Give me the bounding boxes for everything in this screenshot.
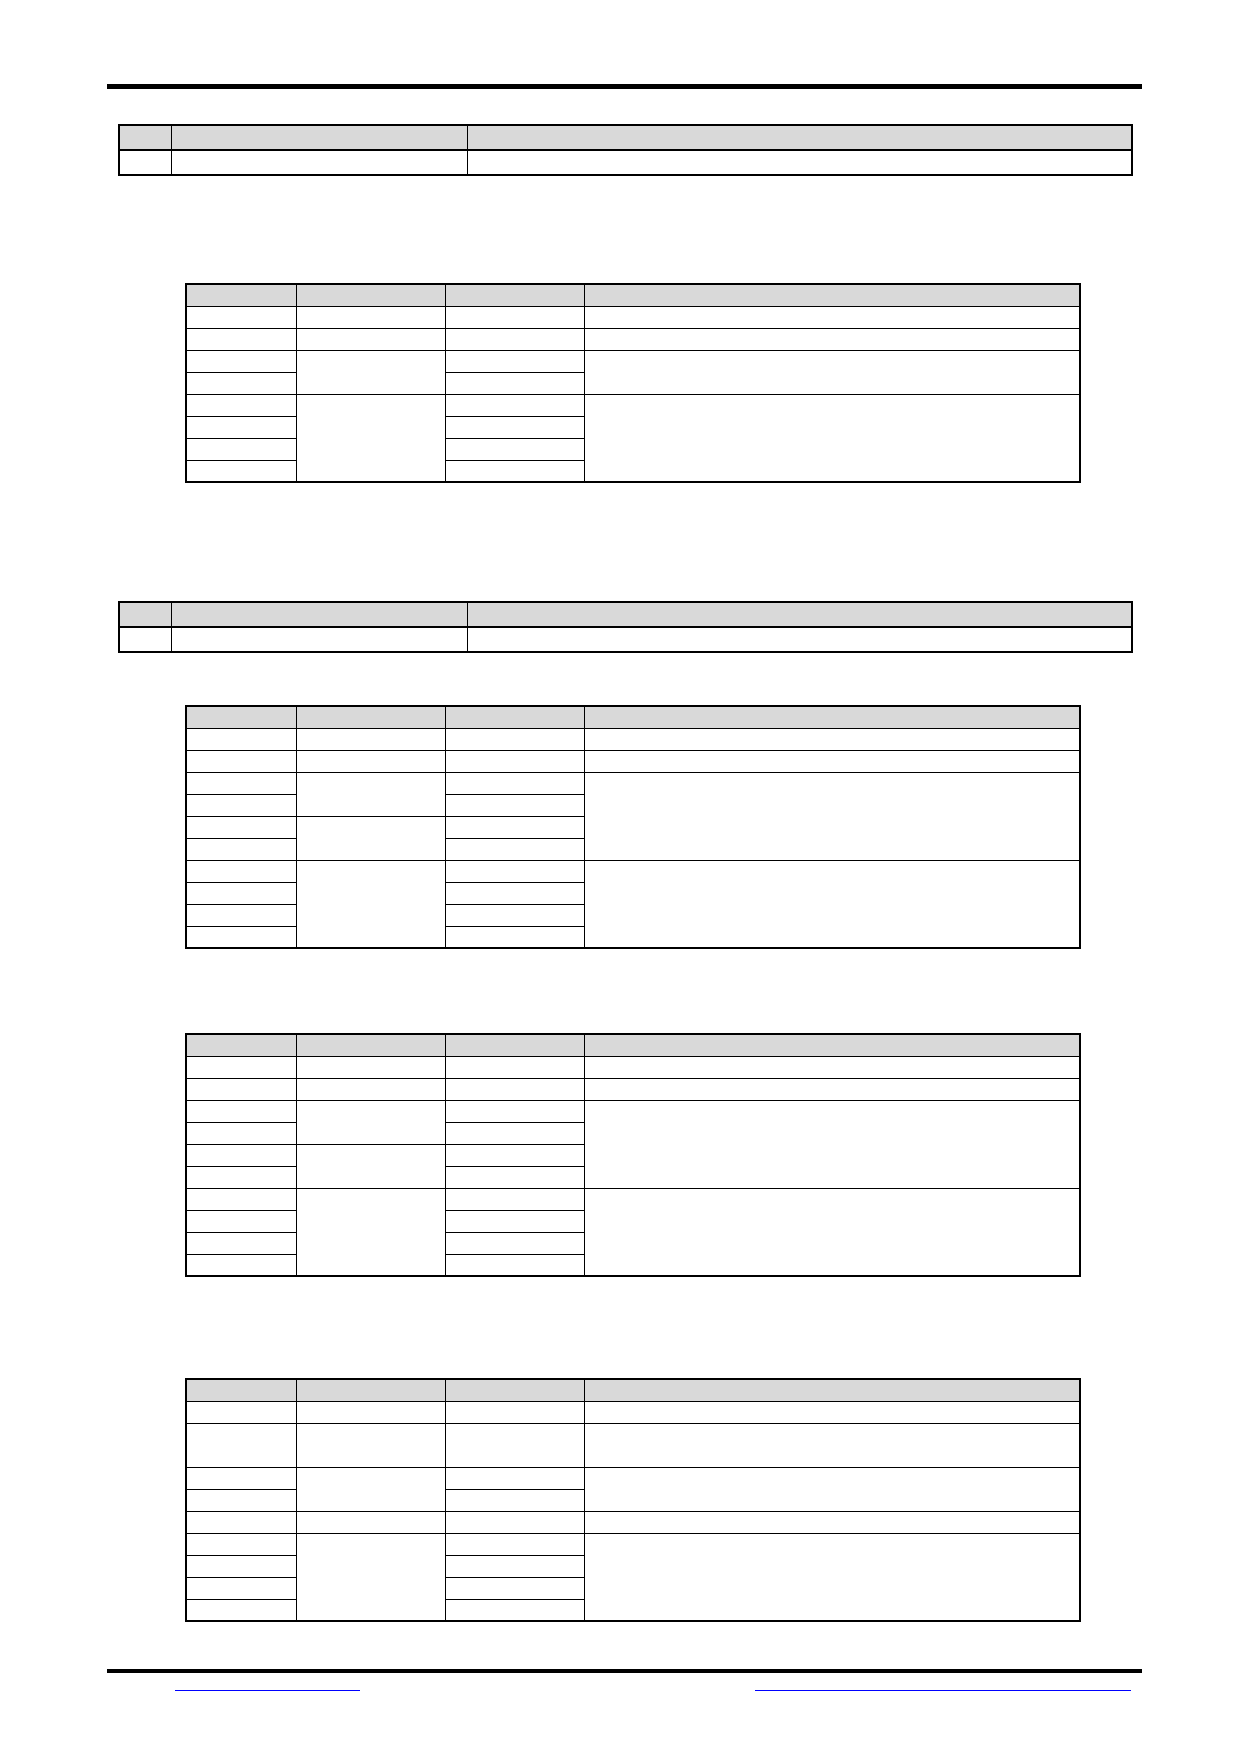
- table-cell: [186, 794, 296, 816]
- table-row: [186, 394, 1080, 416]
- table-cell: [445, 816, 584, 838]
- table-row: [186, 728, 1080, 750]
- table-cell: [296, 816, 445, 860]
- table-row: [186, 1467, 1080, 1489]
- table-cell: [119, 150, 171, 175]
- table-cell: [119, 627, 171, 652]
- table-cell: [445, 750, 584, 772]
- table-cell: [445, 1555, 584, 1577]
- table-header-cell: [584, 284, 1080, 306]
- table-cell: [584, 1467, 1080, 1511]
- table-cell: [445, 1210, 584, 1232]
- table-cell: [186, 1577, 296, 1599]
- table-header-cell: [467, 125, 1132, 150]
- table-cell: [296, 1401, 445, 1423]
- data-table-4: [185, 705, 1081, 949]
- table-cell: [171, 150, 467, 175]
- table-row: [186, 306, 1080, 328]
- table-cell: [445, 350, 584, 372]
- table-header-cell: [445, 706, 584, 728]
- table-cell: [186, 394, 296, 416]
- table-cell: [445, 794, 584, 816]
- table-cell: [584, 1078, 1080, 1100]
- table-cell: [445, 1577, 584, 1599]
- table-cell: [296, 350, 445, 394]
- table-cell: [584, 750, 1080, 772]
- table-cell: [584, 728, 1080, 750]
- table-header-cell: [584, 706, 1080, 728]
- table-cell: [296, 728, 445, 750]
- table-header-row: [186, 284, 1080, 306]
- table-cell: [186, 1056, 296, 1078]
- table-cell: [296, 1188, 445, 1276]
- table-row: [186, 1423, 1080, 1467]
- table-cell: [296, 1144, 445, 1188]
- table-cell: [296, 1423, 445, 1467]
- table-cell: [186, 750, 296, 772]
- table-cell: [445, 926, 584, 948]
- data-table-2: [185, 283, 1081, 483]
- table-header-cell: [119, 125, 171, 150]
- table-cell: [296, 772, 445, 816]
- table-cell: [186, 1100, 296, 1122]
- table-header-cell: [186, 1034, 296, 1056]
- table-cell: [445, 1489, 584, 1511]
- table-header-row: [186, 1379, 1080, 1401]
- table-cell: [445, 728, 584, 750]
- table-cell: [445, 460, 584, 482]
- table-row: [186, 1188, 1080, 1210]
- table-cell: [445, 372, 584, 394]
- table-cell: [296, 1511, 445, 1533]
- table-cell: [186, 1254, 296, 1276]
- table-cell: [296, 328, 445, 350]
- table-header-cell: [296, 706, 445, 728]
- table-cell: [186, 728, 296, 750]
- table-header-cell: [445, 1034, 584, 1056]
- table-cell: [584, 1188, 1080, 1276]
- table-cell: [186, 838, 296, 860]
- table-cell: [186, 1188, 296, 1210]
- table-cell: [296, 1100, 445, 1144]
- table-cell: [584, 306, 1080, 328]
- table-row: [186, 328, 1080, 350]
- table-cell: [584, 772, 1080, 860]
- table-cell: [186, 926, 296, 948]
- table-cell: [445, 904, 584, 926]
- table-cell: [445, 1122, 584, 1144]
- data-table-5: [185, 1033, 1081, 1277]
- table-header-row: [119, 125, 1132, 150]
- table-header-cell: [186, 706, 296, 728]
- table-header-cell: [186, 1379, 296, 1401]
- table-header-cell: [296, 284, 445, 306]
- table-cell: [186, 460, 296, 482]
- table-cell: [186, 1144, 296, 1166]
- table-header-cell: [584, 1034, 1080, 1056]
- table-cell: [584, 350, 1080, 394]
- table-cell: [467, 627, 1132, 652]
- table-cell: [186, 1210, 296, 1232]
- table-cell: [296, 1533, 445, 1621]
- table-cell: [186, 372, 296, 394]
- table-cell: [445, 328, 584, 350]
- table-cell: [445, 1078, 584, 1100]
- table-cell: [584, 860, 1080, 948]
- table-cell: [186, 772, 296, 794]
- table-cell: [186, 416, 296, 438]
- table-header-cell: [119, 602, 171, 627]
- table-cell: [296, 394, 445, 482]
- table-cell: [186, 1511, 296, 1533]
- table-cell: [186, 816, 296, 838]
- table-cell: [467, 150, 1132, 175]
- table-cell: [445, 1166, 584, 1188]
- table-cell: [186, 1078, 296, 1100]
- table-cell: [584, 1100, 1080, 1188]
- table-cell: [445, 1467, 584, 1489]
- table-header-row: [186, 706, 1080, 728]
- table-cell: [445, 1144, 584, 1166]
- table-cell: [445, 1056, 584, 1078]
- table-row: [119, 627, 1132, 652]
- table-cell: [296, 306, 445, 328]
- table-row: [186, 1056, 1080, 1078]
- data-table-1: [118, 124, 1133, 176]
- table-cell: [445, 838, 584, 860]
- table-header-cell: [445, 284, 584, 306]
- table-row: [186, 1100, 1080, 1122]
- table-cell: [186, 860, 296, 882]
- table-cell: [445, 394, 584, 416]
- table-cell: [171, 627, 467, 652]
- table-cell: [584, 1511, 1080, 1533]
- table-cell: [445, 882, 584, 904]
- table-cell: [445, 1401, 584, 1423]
- table-cell: [445, 438, 584, 460]
- table-cell: [445, 1188, 584, 1210]
- table-cell: [296, 1056, 445, 1078]
- table-header-row: [186, 1034, 1080, 1056]
- table-cell: [186, 1401, 296, 1423]
- table-cell: [584, 1401, 1080, 1423]
- table-header-cell: [171, 602, 467, 627]
- table-cell: [445, 1533, 584, 1555]
- table-row: [186, 1078, 1080, 1100]
- table-cell: [186, 1555, 296, 1577]
- table-header-cell: [584, 1379, 1080, 1401]
- table-cell: [584, 394, 1080, 482]
- table-cell: [445, 416, 584, 438]
- table-cell: [186, 1122, 296, 1144]
- table-row: [119, 150, 1132, 175]
- table-header-cell: [186, 284, 296, 306]
- table-cell: [186, 350, 296, 372]
- table-cell: [186, 882, 296, 904]
- table-cell: [445, 1423, 584, 1467]
- table-cell: [186, 1423, 296, 1467]
- table-row: [186, 860, 1080, 882]
- table-cell: [445, 860, 584, 882]
- table-row: [186, 750, 1080, 772]
- table-row: [186, 772, 1080, 794]
- table-cell: [186, 904, 296, 926]
- table-cell: [186, 1467, 296, 1489]
- header-rule: [107, 84, 1142, 89]
- table-row: [186, 1533, 1080, 1555]
- table-cell: [584, 1056, 1080, 1078]
- table-cell: [445, 1599, 584, 1621]
- table-header-cell: [296, 1034, 445, 1056]
- table-cell: [296, 860, 445, 948]
- table-cell: [186, 1232, 296, 1254]
- table-header-cell: [296, 1379, 445, 1401]
- table-cell: [296, 1078, 445, 1100]
- table-cell: [296, 1467, 445, 1511]
- table-cell: [186, 1599, 296, 1621]
- table-row: [186, 1401, 1080, 1423]
- table-cell: [186, 1166, 296, 1188]
- table-header-row: [119, 602, 1132, 627]
- table-header-cell: [467, 602, 1132, 627]
- table-cell: [445, 1100, 584, 1122]
- data-table-3: [118, 601, 1133, 653]
- footer-rule: [107, 1669, 1142, 1673]
- table-cell: [445, 1232, 584, 1254]
- table-cell: [445, 1511, 584, 1533]
- footer-link-left[interactable]: [175, 1678, 360, 1691]
- table-cell: [186, 438, 296, 460]
- table-cell: [296, 750, 445, 772]
- table-cell: [584, 328, 1080, 350]
- table-row: [186, 1511, 1080, 1533]
- table-cell: [186, 1489, 296, 1511]
- table-header-cell: [445, 1379, 584, 1401]
- table-cell: [445, 306, 584, 328]
- table-header-cell: [171, 125, 467, 150]
- table-row: [186, 350, 1080, 372]
- footer-link-right[interactable]: [755, 1678, 1131, 1691]
- table-cell: [186, 328, 296, 350]
- table-cell: [584, 1423, 1080, 1467]
- table-cell: [584, 1533, 1080, 1621]
- data-table-6: [185, 1378, 1081, 1622]
- table-cell: [186, 306, 296, 328]
- table-cell: [445, 1254, 584, 1276]
- table-cell: [445, 772, 584, 794]
- table-cell: [186, 1533, 296, 1555]
